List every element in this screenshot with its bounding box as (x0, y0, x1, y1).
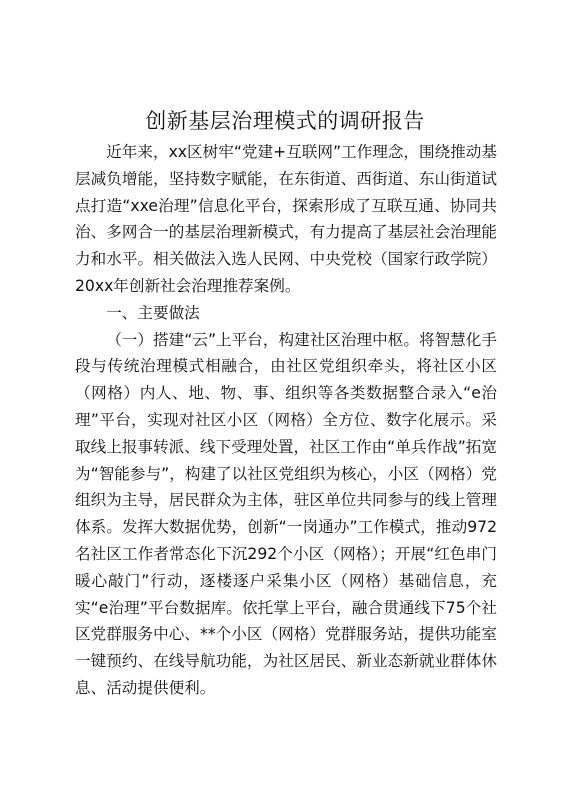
intro-paragraph: 近年来，xx区树牢“党建+互联网”工作理念，围绕推动基层减负增能，坚持数字赋能，在东街道、西街道、东山街道试点打造“xxe治理”信息化平台，探索形成了互联互通、协同共治、多网合一的基层治理新模式，有力提高了基层社会治理能力和水平。相关做法入选人民网、中央党校（国家行政学院）20xx年创新社会治理推荐案例。 (75, 143, 497, 295)
document-body (75, 139, 497, 702)
document-title: 创新基层治理模式的调研报告 (145, 109, 425, 133)
section-paragraph: （一）搭建“云”上平台，构建社区治理中枢。将智慧化手段与传统治理模式相融合，由社区党组织牵头，将社区小区（网格）内人、地、物、事、组织等各类数据整合录入“e治理”平台，实现对社区小区（网格）全方位、数字化展示。采取线上报事转派、线下受理处置，社区工作由“单兵作战”拓宽为“智能参与”，构建了以社区党组织为核心，小区（网格）党组织为主导，居民群众为主体，驻区单位共同参与的线上管理体系。发挥大数据优势，创新“一岗通办”工作模式，推动972名社区工作者常态化下沉292个小区（网格）；开展“红色串门暖心敲门”行动，逐楼逐户采集小区（网格）基础信息，充实“e治理”平台数据库。依托掌上平台，融合贯通线下75个社区党群服务中心、**个小区（网格）党群服务站，提供功能室一键预约、在线导航功能，为社区居民、新业态新就业群体休息、活动提供便利。 (75, 330, 497, 697)
section-heading: 一、主要做法 (106, 303, 200, 322)
